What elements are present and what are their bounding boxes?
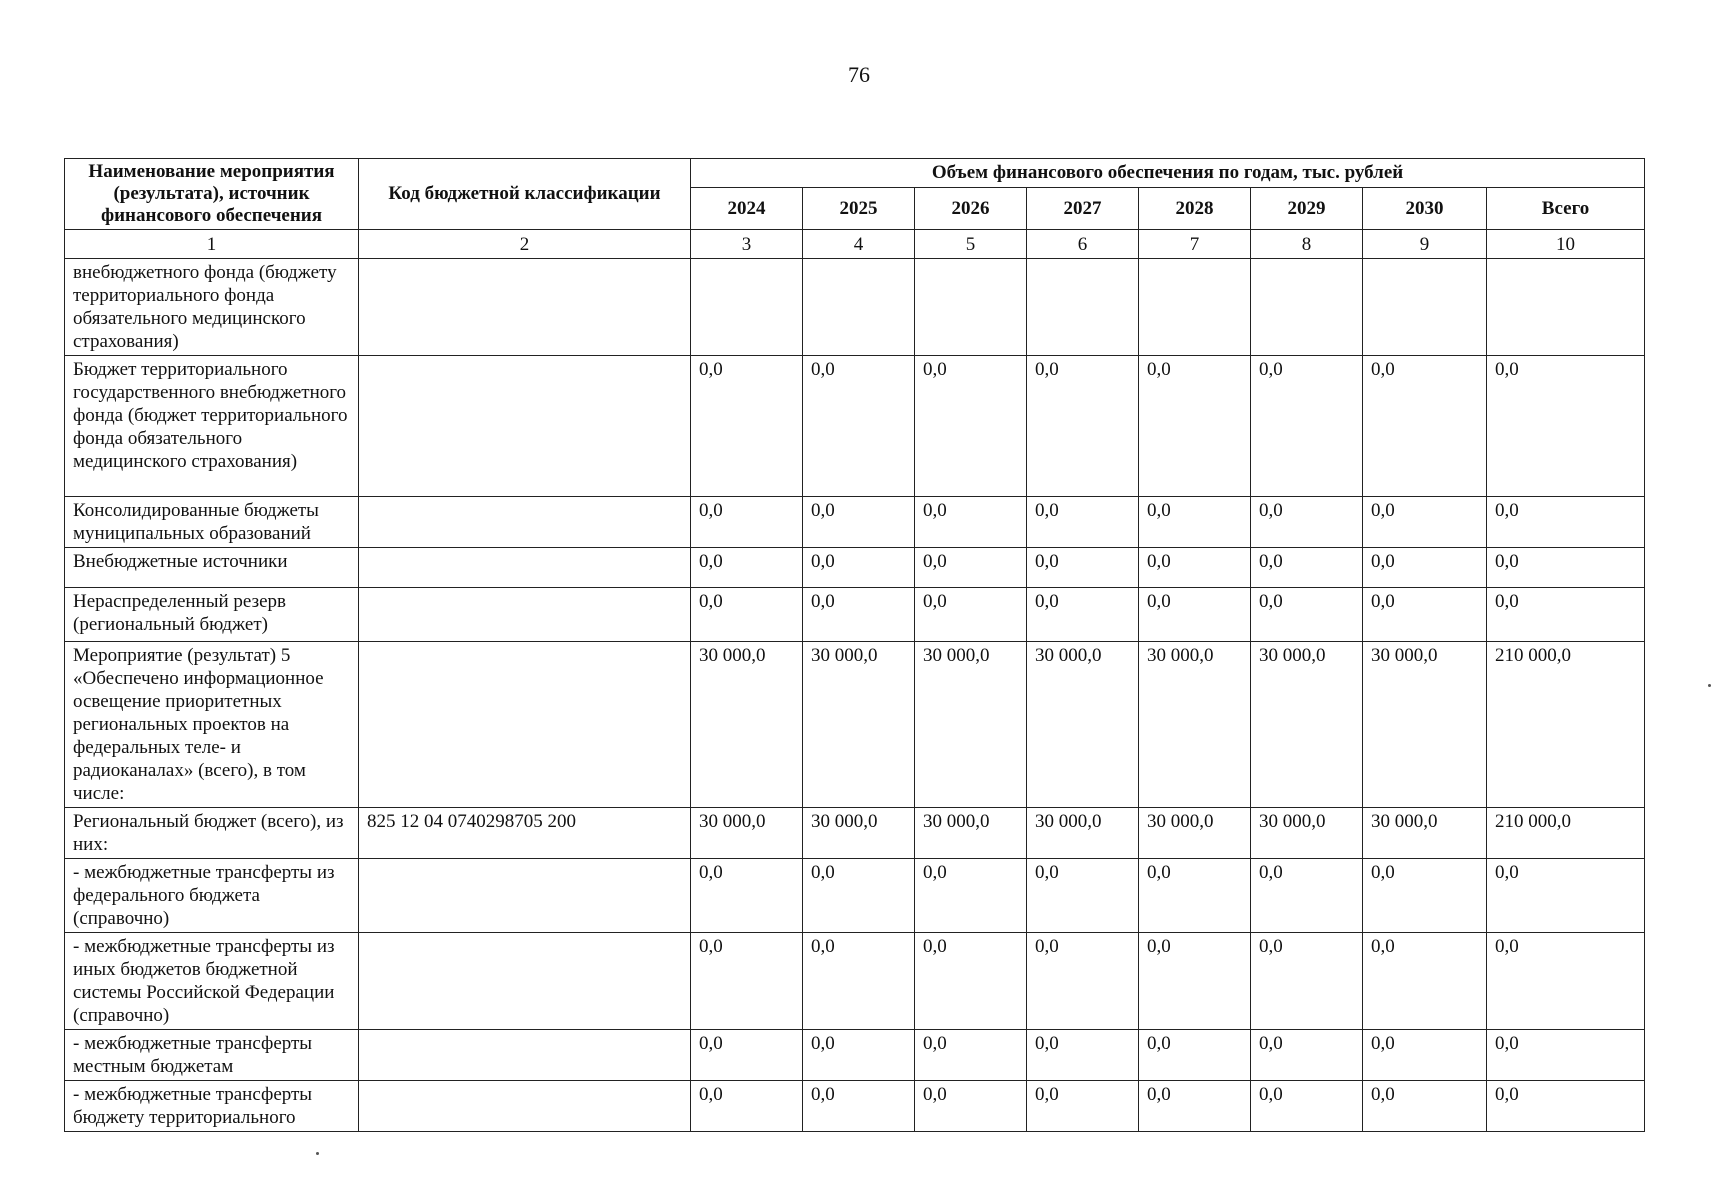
row-code: 825 12 04 0740298705 200 [359, 808, 691, 859]
row-year-value: 0,0 [1251, 1030, 1363, 1081]
row-year-value: 0,0 [1251, 859, 1363, 933]
row-year-value: 0,0 [691, 548, 803, 588]
row-code [359, 933, 691, 1030]
row-year-value: 0,0 [915, 1030, 1027, 1081]
table-row [65, 933, 1645, 1030]
table-row [65, 808, 1645, 859]
row-year-value: 0,0 [1139, 933, 1251, 1030]
row-total-value: 210 000,0 [1487, 642, 1645, 808]
row-year-value: 0,0 [1363, 859, 1487, 933]
row-year-value: 0,0 [915, 548, 1027, 588]
row-year-value: 0,0 [803, 933, 915, 1030]
row-total-value: 0,0 [1487, 1030, 1645, 1081]
row-code [359, 497, 691, 548]
row-year-value [1251, 259, 1363, 356]
row-year-value: 0,0 [915, 497, 1027, 548]
column-number: 10 [1487, 230, 1645, 259]
header-year: 2024 [691, 188, 803, 230]
table-body [65, 259, 1645, 1132]
row-year-value [691, 259, 803, 356]
row-year-value: 30 000,0 [1027, 642, 1139, 808]
row-year-value: 0,0 [1363, 497, 1487, 548]
row-year-value: 30 000,0 [691, 808, 803, 859]
row-name: - межбюджетные трансферты местным бюджетам [65, 1030, 359, 1081]
row-year-value: 0,0 [691, 356, 803, 497]
row-year-value: 0,0 [691, 933, 803, 1030]
row-code [359, 548, 691, 588]
column-number-row [65, 230, 1645, 259]
row-total-value: 0,0 [1487, 588, 1645, 642]
row-year-value: 0,0 [1139, 356, 1251, 497]
row-code [359, 859, 691, 933]
row-total-value: 0,0 [1487, 1081, 1645, 1132]
row-year-value: 30 000,0 [691, 642, 803, 808]
row-code [359, 356, 691, 497]
row-year-value: 0,0 [1251, 588, 1363, 642]
column-number: 1 [65, 230, 359, 259]
row-year-value: 30 000,0 [803, 808, 915, 859]
header-name-column: Наименование мероприятия (результата), источник финансового обеспечения [65, 159, 359, 230]
row-year-value: 30 000,0 [803, 642, 915, 808]
row-year-value [1027, 259, 1139, 356]
row-year-value: 0,0 [1363, 1030, 1487, 1081]
table-row [65, 548, 1645, 588]
column-number: 7 [1139, 230, 1251, 259]
header-year: 2025 [803, 188, 915, 230]
row-year-value: 0,0 [803, 1030, 915, 1081]
row-year-value: 0,0 [1251, 548, 1363, 588]
row-year-value [915, 259, 1027, 356]
row-year-value: 0,0 [1139, 588, 1251, 642]
row-year-value: 0,0 [1027, 859, 1139, 933]
column-number: 5 [915, 230, 1027, 259]
row-name: внебюджетного фонда (бюджету территориального фонда обязательного медицинского страхования) [65, 259, 359, 356]
row-year-value: 0,0 [1139, 1030, 1251, 1081]
table-row [65, 1030, 1645, 1081]
row-year-value: 30 000,0 [1363, 808, 1487, 859]
row-year-value: 30 000,0 [915, 808, 1027, 859]
header-code-column: Код бюджетной классификации [359, 159, 691, 230]
row-year-value: 0,0 [915, 356, 1027, 497]
row-total-value: 0,0 [1487, 548, 1645, 588]
row-year-value: 0,0 [803, 859, 915, 933]
row-total-value [1487, 259, 1645, 356]
row-year-value: 0,0 [1027, 933, 1139, 1030]
row-code [359, 1081, 691, 1132]
row-name: Мероприятие (результат) 5 «Обеспечено информационное освещение приоритетных региональных проектов на федеральных теле- и радиоканалах» (всего), в том числе: [65, 642, 359, 808]
row-year-value: 0,0 [1251, 356, 1363, 497]
row-year-value: 0,0 [1139, 1081, 1251, 1132]
row-year-value: 30 000,0 [1139, 642, 1251, 808]
row-year-value: 30 000,0 [1251, 808, 1363, 859]
row-year-value: 0,0 [691, 588, 803, 642]
row-year-value: 0,0 [1363, 588, 1487, 642]
row-year-value: 0,0 [1139, 497, 1251, 548]
row-year-value: 0,0 [1363, 356, 1487, 497]
table-row [65, 356, 1645, 497]
row-total-value: 0,0 [1487, 356, 1645, 497]
row-year-value [1363, 259, 1487, 356]
row-year-value: 30 000,0 [1363, 642, 1487, 808]
column-number: 2 [359, 230, 691, 259]
row-year-value: 0,0 [691, 1081, 803, 1132]
row-name: Консолидированные бюджеты муниципальных образований [65, 497, 359, 548]
row-total-value: 0,0 [1487, 933, 1645, 1030]
row-year-value [803, 259, 915, 356]
row-year-value: 0,0 [1027, 1081, 1139, 1132]
row-code [359, 588, 691, 642]
row-year-value: 30 000,0 [915, 642, 1027, 808]
row-name: Бюджет территориального государственного внебюджетного фонда (бюджет территориального фонда обязательного медицинского страхования) [65, 356, 359, 497]
row-total-value: 0,0 [1487, 497, 1645, 548]
row-total-value: 210 000,0 [1487, 808, 1645, 859]
row-name: Региональный бюджет (всего), из них: [65, 808, 359, 859]
row-year-value: 0,0 [803, 497, 915, 548]
row-year-value: 0,0 [803, 1081, 915, 1132]
financing-table [64, 158, 1645, 1132]
row-year-value: 0,0 [915, 588, 1027, 642]
row-year-value: 0,0 [1251, 1081, 1363, 1132]
header-year: 2028 [1139, 188, 1251, 230]
row-name: - межбюджетные трансферты из иных бюджетов бюджетной системы Российской Федерации (справочно) [65, 933, 359, 1030]
row-year-value: 0,0 [1027, 497, 1139, 548]
row-year-value: 0,0 [1027, 588, 1139, 642]
row-year-value: 0,0 [915, 859, 1027, 933]
row-year-value: 0,0 [1251, 933, 1363, 1030]
row-name: Внебюджетные источники [65, 548, 359, 588]
row-year-value: 0,0 [803, 356, 915, 497]
header-total: Всего [1487, 188, 1645, 230]
row-name: - межбюджетные трансферты бюджету территориального [65, 1081, 359, 1132]
row-year-value: 0,0 [1027, 1030, 1139, 1081]
header-year: 2027 [1027, 188, 1139, 230]
row-year-value: 0,0 [1027, 356, 1139, 497]
table-row [65, 259, 1645, 356]
row-name: - межбюджетные трансферты из федерального бюджета (справочно) [65, 859, 359, 933]
row-year-value: 0,0 [915, 1081, 1027, 1132]
header-year: 2029 [1251, 188, 1363, 230]
column-number: 4 [803, 230, 915, 259]
row-year-value: 30 000,0 [1139, 808, 1251, 859]
row-year-value [1139, 259, 1251, 356]
page-number: 76 [848, 62, 870, 87]
scan-speck [316, 1152, 319, 1155]
table-row [65, 642, 1645, 808]
row-year-value: 0,0 [691, 497, 803, 548]
row-year-value: 0,0 [691, 859, 803, 933]
table-row [65, 1081, 1645, 1132]
row-code [359, 259, 691, 356]
row-year-value: 0,0 [1251, 497, 1363, 548]
table-row [65, 859, 1645, 933]
row-year-value: 0,0 [1027, 548, 1139, 588]
column-number: 6 [1027, 230, 1139, 259]
column-number: 3 [691, 230, 803, 259]
header-year: 2026 [915, 188, 1027, 230]
row-code [359, 642, 691, 808]
row-year-value: 0,0 [1363, 548, 1487, 588]
row-year-value: 0,0 [803, 588, 915, 642]
row-name: Нераспределенный резерв (региональный бюджет) [65, 588, 359, 642]
row-year-value: 30 000,0 [1251, 642, 1363, 808]
table-row [65, 497, 1645, 548]
row-year-value: 0,0 [691, 1030, 803, 1081]
row-code [359, 1030, 691, 1081]
row-year-value: 0,0 [1363, 1081, 1487, 1132]
scan-speck [1708, 684, 1711, 687]
row-year-value: 30 000,0 [1027, 808, 1139, 859]
header-volume-group: Объем финансового обеспечения по годам, тыс. рублей [691, 159, 1645, 188]
column-number: 9 [1363, 230, 1487, 259]
table-row [65, 588, 1645, 642]
row-year-value: 0,0 [1139, 548, 1251, 588]
row-year-value: 0,0 [803, 548, 915, 588]
row-year-value: 0,0 [1139, 859, 1251, 933]
row-year-value: 0,0 [1363, 933, 1487, 1030]
header-year: 2030 [1363, 188, 1487, 230]
row-total-value: 0,0 [1487, 859, 1645, 933]
column-number: 8 [1251, 230, 1363, 259]
row-year-value: 0,0 [915, 933, 1027, 1030]
